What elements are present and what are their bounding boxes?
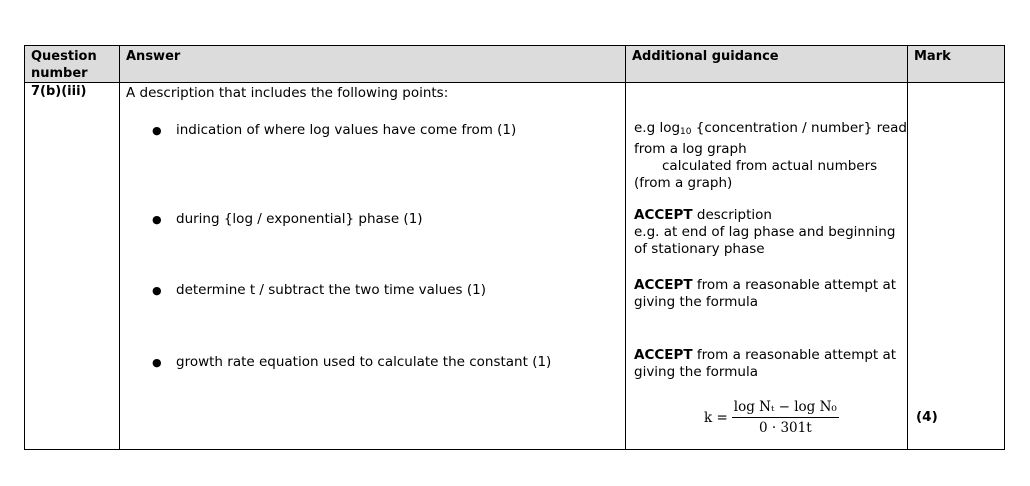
header-additional-guidance: Additional guidance — [626, 46, 908, 83]
growth-rate-formula — [704, 399, 839, 436]
guidance-log-values: e.g $\log_{10}$ {concentration / number} read from a log graph calculated from actual numbers (from a graph) — [634, 120, 907, 191]
answer-intro: A description that includes the following points: — [126, 85, 449, 101]
formula-lhs: k = — [704, 409, 728, 426]
header-answer: Answer — [120, 46, 626, 83]
guidance-time: ACCEPT from a reasonable attempt at giving the formula — [634, 277, 897, 310]
answer-point: ● growth rate equation used to calculate the constant (1) — [152, 354, 552, 370]
bullet-icon: ● — [152, 356, 162, 369]
answer-cell — [120, 83, 626, 450]
header-question-number: Question number — [25, 46, 120, 83]
formula-denominator: 0 · 301t — [758, 420, 812, 436]
bullet-icon: ● — [152, 124, 162, 137]
answer-point: ● indication of where log values have come from (1) — [152, 122, 517, 138]
guidance-phase: ACCEPT description e.g. at end of lag phase and beginning of stationary phase — [634, 207, 896, 257]
mark-scheme-table — [24, 45, 1005, 450]
question-number: 7(b)(iii) — [31, 84, 87, 99]
header-row — [25, 46, 1005, 83]
guidance-formula: ACCEPT from a reasonable attempt at giving the formula — [634, 347, 897, 380]
mark-value: (4) — [916, 409, 938, 425]
answer-point: ● during {log / exponential} phase (1) — [152, 211, 423, 227]
header-mark: Mark — [908, 46, 1005, 83]
mark-cell — [908, 83, 1005, 450]
table-row — [25, 83, 1005, 450]
formula-numerator: log Nₜ − log N₀ — [732, 399, 839, 418]
bullet-icon: ● — [152, 284, 162, 297]
question-number-cell — [25, 83, 120, 450]
guidance-cell — [626, 83, 908, 450]
bullet-icon: ● — [152, 213, 162, 226]
answer-point: ● determine t / subtract the two time values (1) — [152, 282, 486, 298]
